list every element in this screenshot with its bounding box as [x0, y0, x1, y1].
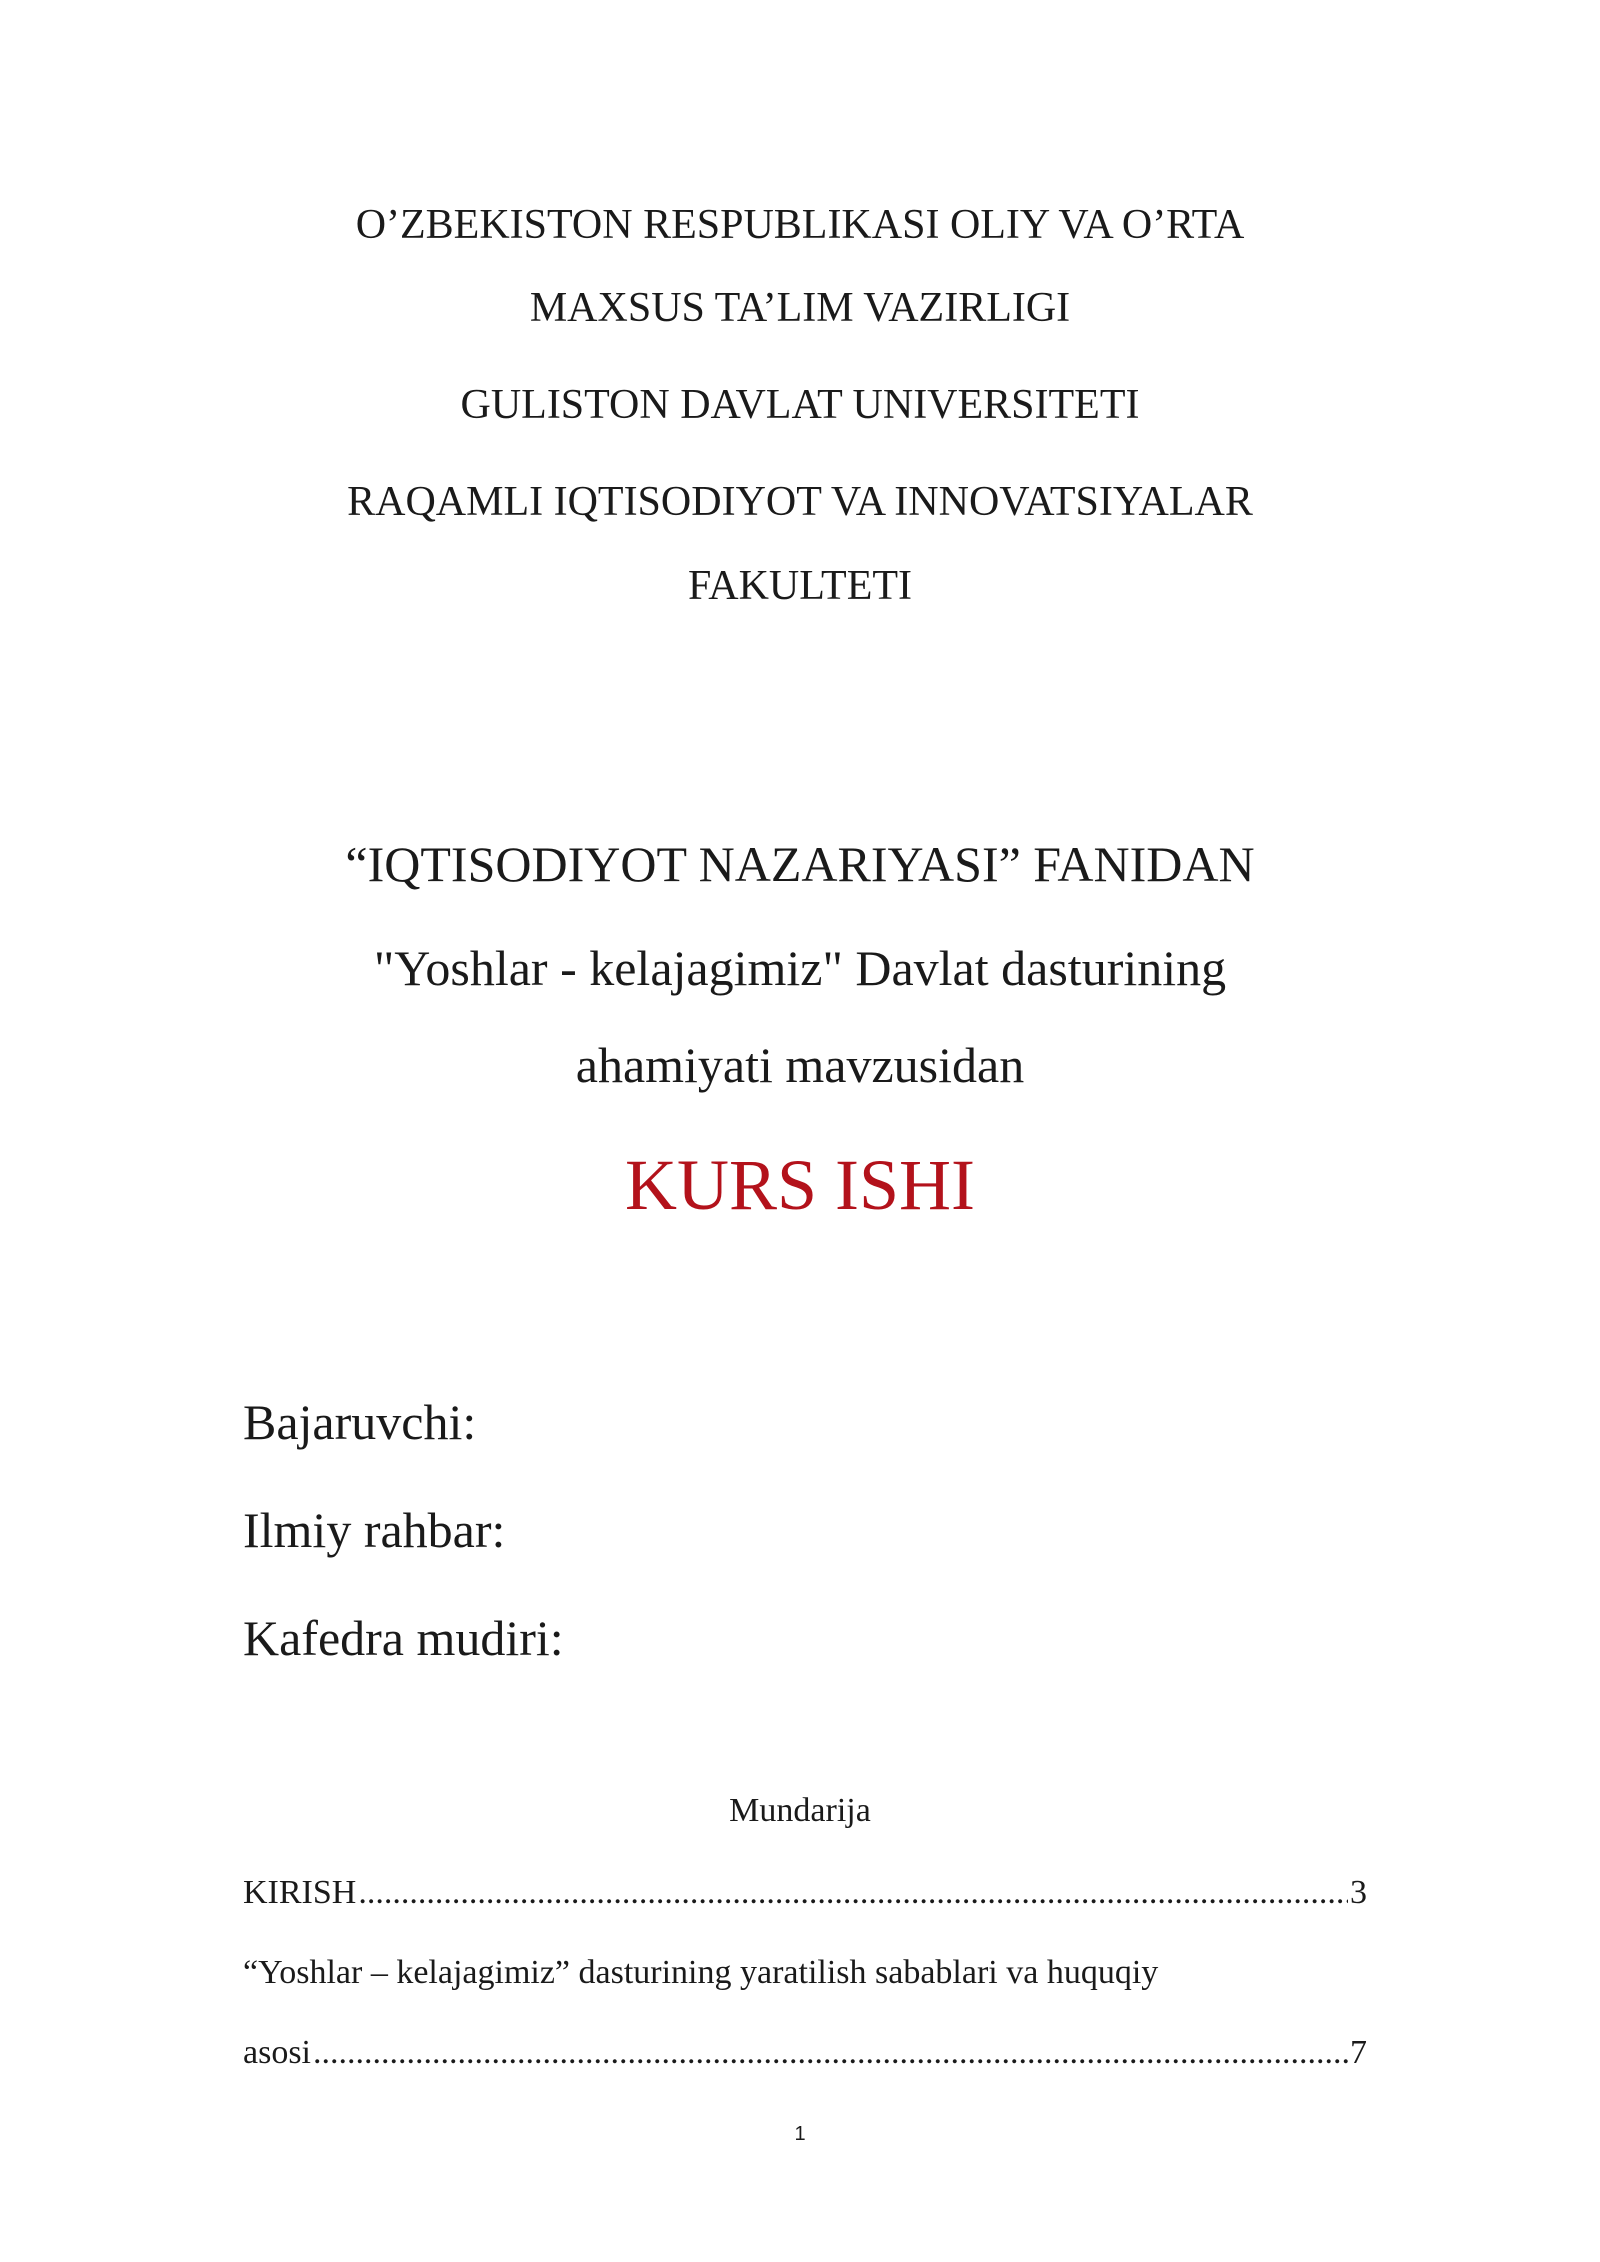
faculty-line-1: RAQAMLI IQTISODIYOT VA INNOVATSIYALAR	[347, 479, 1253, 525]
subject-line-2: "Yoshlar - kelajagimiz" Davlat dasturining	[373, 940, 1227, 996]
toc-entry[interactable]	[243, 2032, 1367, 2074]
toc-entry-label: asosi	[243, 2034, 311, 2071]
toc-title: Mundarija	[729, 1792, 871, 1829]
subject-line-3: ahamiyati mavzusidan	[575, 1037, 1025, 1093]
supervisor-label: Ilmiy rahbar:	[243, 1502, 506, 1558]
subject-line-1: “IQTISODIYOT NAZARIYASI” FANIDAN	[345, 836, 1255, 892]
toc-entry-label: KIRISH	[243, 1874, 357, 1911]
toc-entry-label-line-1[interactable]: “Yoshlar – kelajagimiz” dasturining yaratilish sabablari va huquqiy	[243, 1954, 1159, 1991]
page-number: 1	[794, 2123, 806, 2145]
university-name: GULISTON DAVLAT UNIVERSITETI	[460, 382, 1140, 428]
ministry-line-1: O’ZBEKISTON RESPUBLIKASI OLIY VA O’RTA	[355, 202, 1245, 248]
ministry-line-2: MAXSUS TA’LIM VAZIRLIGI	[529, 285, 1071, 331]
toc-leader-dots	[358, 1872, 1348, 1914]
toc-entry[interactable]	[243, 1872, 1367, 1914]
head-of-department-label: Kafedra mudiri:	[243, 1610, 564, 1666]
toc-leader-dots	[313, 2032, 1348, 2074]
toc-entry-page: 3	[1350, 1874, 1367, 1911]
document-title: KURS ISHI	[624, 1145, 976, 1225]
performer-label: Bajaruvchi:	[243, 1394, 477, 1450]
faculty-line-2: FAKULTETI	[688, 563, 912, 609]
toc-entry-page: 7	[1350, 2034, 1367, 2071]
